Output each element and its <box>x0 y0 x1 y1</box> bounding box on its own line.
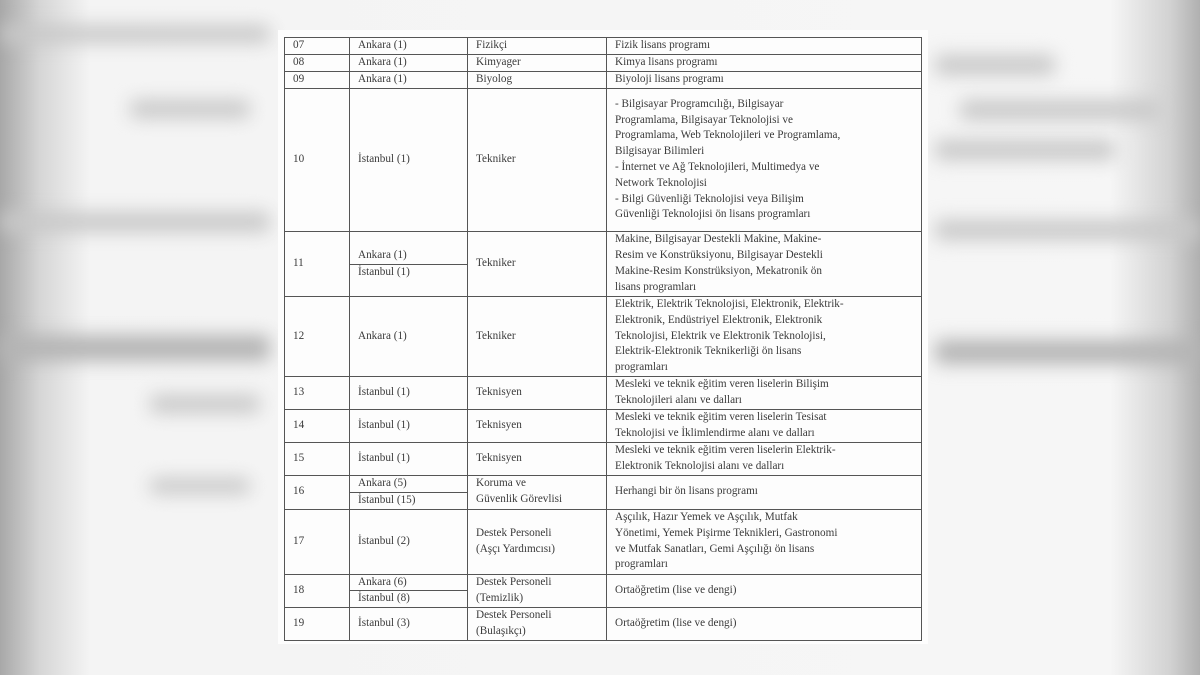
qualification-cell <box>607 409 922 442</box>
qualification-cell <box>607 475 922 509</box>
table-row <box>285 475 922 509</box>
blur-band <box>935 55 1055 75</box>
qualification-line: Programlama, Web Teknolojileri ve Programlama, <box>615 129 841 142</box>
location-quota: İstanbul (8) <box>350 590 467 607</box>
qualification-line: lisans programları <box>615 280 697 293</box>
blur-band <box>935 140 1115 160</box>
job-title-line: Koruma ve <box>476 477 527 490</box>
job-title-line: (Bulaşıkçı) <box>476 625 526 638</box>
title-cell <box>468 509 607 574</box>
qualification-cell <box>607 89 922 232</box>
qualification-line: Programlama, Bilgisayar Teknolojisi ve <box>615 113 793 126</box>
location-quota: Ankara (1) <box>358 39 407 52</box>
qualification-cell <box>607 72 922 89</box>
title-cell <box>468 442 607 475</box>
job-title-line: Tekniker <box>476 153 516 166</box>
location-cell <box>350 297 468 377</box>
position-number: 19 <box>293 617 305 630</box>
job-title-line: Destek Personeli <box>476 609 552 622</box>
blur-band <box>150 478 250 494</box>
location-quota: Ankara (1) <box>358 73 407 86</box>
table-row <box>285 608 922 641</box>
title-cell <box>468 55 607 72</box>
table-row <box>285 376 922 409</box>
qualification-cell <box>607 38 922 55</box>
qualification-cell <box>607 297 922 377</box>
job-title-line: Tekniker <box>476 257 516 270</box>
location-cell <box>350 608 468 641</box>
location-quota: İstanbul (15) <box>350 492 467 509</box>
location-cell <box>350 89 468 232</box>
location-quota: Ankara (5) <box>358 476 407 489</box>
qualification-line: Yönetimi, Yemek Pişirme Teknikleri, Gastronomi <box>615 526 838 539</box>
location-quota: İstanbul (1) <box>350 264 467 281</box>
qualification-line: Aşçılık, Hazır Yemek ve Aşçılık, Mutfak <box>615 510 798 523</box>
job-title-line: Destek Personeli <box>476 576 552 589</box>
table-row <box>285 409 922 442</box>
job-title-line: (Temizlik) <box>476 591 524 604</box>
qualification-cell <box>607 232 922 297</box>
position-number-cell <box>285 89 350 232</box>
qualification-line: Mesleki ve teknik eğitim veren liselerin Bilişim <box>615 378 829 391</box>
position-number: 12 <box>293 329 305 342</box>
qualification-line: Makine-Resim Konstrüksiyon, Mekatronik ön <box>615 265 822 277</box>
location-cell <box>350 409 468 442</box>
qualification-line: Elektronik Teknolojisi alanı ve dalları <box>615 459 785 472</box>
qualification-cell <box>607 608 922 641</box>
job-title-line: Teknisyen <box>476 419 522 432</box>
qualification-line: Teknolojileri alanı ve dalları <box>615 393 742 406</box>
position-number: 17 <box>293 534 305 547</box>
location-cell <box>350 232 468 297</box>
job-title-line: Teknisyen <box>476 452 522 465</box>
blur-band <box>935 340 1200 364</box>
qualification-line: - İnternet ve Ağ Teknolojileri, Multimedya ve <box>615 161 820 173</box>
location-quota: İstanbul (1) <box>358 419 410 432</box>
location-quota: Ankara (1) <box>358 56 407 69</box>
location-quota: İstanbul (1) <box>358 386 410 399</box>
positions-table <box>284 37 922 641</box>
qualification-line: programları <box>615 361 668 374</box>
title-cell <box>468 475 607 509</box>
job-title-line: Kimyager <box>476 56 521 69</box>
qualification-line: programları <box>615 558 668 571</box>
job-title-line: (Aşçı Yardımcısı) <box>476 542 555 555</box>
blur-band <box>0 212 270 232</box>
location-quota: İstanbul (3) <box>358 617 410 630</box>
position-number-cell <box>285 608 350 641</box>
position-number: 14 <box>293 419 305 432</box>
blur-band <box>960 100 1160 120</box>
title-cell <box>468 38 607 55</box>
position-number-cell <box>285 376 350 409</box>
qualification-cell <box>607 55 922 72</box>
title-cell <box>468 89 607 232</box>
location-quota: Ankara (1) <box>358 248 407 261</box>
job-title-line: Fizikçi <box>476 39 508 52</box>
job-title-line: Biyolog <box>476 73 513 86</box>
table-row <box>285 574 922 608</box>
position-number: 15 <box>293 452 305 465</box>
qualification-line: Kimya lisans programı <box>615 56 718 69</box>
job-title-line: Teknisyen <box>476 386 522 399</box>
qualification-line: Teknolojisi, Elektrik ve Elektronik Teknolojisi, <box>615 329 826 342</box>
location-cell <box>350 376 468 409</box>
position-number-cell <box>285 409 350 442</box>
location-quota: Ankara (6) <box>358 575 407 588</box>
position-number: 18 <box>293 583 305 596</box>
position-number: 09 <box>293 73 305 86</box>
table-row <box>285 72 922 89</box>
position-number-cell <box>285 72 350 89</box>
table-row <box>285 89 922 232</box>
location-cell <box>350 509 468 574</box>
job-title-line: Destek Personeli <box>476 526 552 539</box>
qualification-cell <box>607 376 922 409</box>
blur-band <box>0 25 270 43</box>
location-cell <box>350 574 468 608</box>
qualification-line: Makine, Bilgisayar Destekli Makine, Makine- <box>615 233 822 246</box>
location-quota: İstanbul (1) <box>358 153 410 166</box>
qualification-line: Resim ve Konstrüksiyonu, Bilgisayar Destekli <box>615 249 823 262</box>
qualification-line: - Bilgi Güvenliği Teknolojisi veya Bilişim <box>615 192 804 205</box>
location-cell <box>350 72 468 89</box>
table-row <box>285 297 922 377</box>
table-row <box>285 232 922 297</box>
qualification-line: Elektronik, Endüstriyel Elektronik, Elektronik <box>615 313 823 326</box>
location-cell <box>350 475 468 509</box>
location-quota: İstanbul (1) <box>358 452 410 465</box>
title-cell <box>468 297 607 377</box>
position-number: 11 <box>293 257 304 270</box>
position-number: 13 <box>293 386 305 399</box>
table-row <box>285 38 922 55</box>
qualification-line: Network Teknolojisi <box>615 176 707 189</box>
title-cell <box>468 232 607 297</box>
job-title-line: Güvenlik Görevlisi <box>476 493 563 506</box>
title-cell <box>468 72 607 89</box>
qualification-cell <box>607 574 922 608</box>
qualification-line: Bilgisayar Bilimleri <box>615 145 705 158</box>
location-quota: Ankara (1) <box>358 329 407 342</box>
qualification-line: Mesleki ve teknik eğitim veren liselerin Elektrik- <box>615 444 836 457</box>
qualification-line: Elektrik-Elektronik Teknikerliği ön lisans <box>615 345 802 358</box>
position-number-cell <box>285 38 350 55</box>
position-number: 07 <box>293 39 305 52</box>
position-number: 16 <box>293 485 305 498</box>
position-number-cell <box>285 475 350 509</box>
position-number-cell <box>285 297 350 377</box>
qualification-line: Güvenliği Teknolojisi ön lisans programları <box>615 208 811 221</box>
qualification-line: Mesleki ve teknik eğitim veren liselerin Tesisat <box>615 411 827 424</box>
qualification-line: Ortaöğretim (lise ve dengi) <box>615 583 737 596</box>
position-number: 08 <box>293 56 305 69</box>
location-cell <box>350 442 468 475</box>
location-quota: İstanbul (2) <box>358 534 410 547</box>
title-cell <box>468 608 607 641</box>
blur-band <box>935 220 1200 240</box>
title-cell <box>468 376 607 409</box>
position-number-cell <box>285 442 350 475</box>
qualification-line: Elektrik, Elektrik Teknolojisi, Elektronik, Elektrik- <box>615 298 844 310</box>
qualification-line: Teknolojisi ve İklimlendirme alanı ve dalları <box>615 426 815 439</box>
qualification-line: Biyoloji lisans programı <box>615 73 724 86</box>
position-number-cell <box>285 574 350 608</box>
position-number-cell <box>285 55 350 72</box>
table-row <box>285 509 922 574</box>
location-cell <box>350 55 468 72</box>
position-number-cell <box>285 509 350 574</box>
blur-band <box>150 395 260 413</box>
table-row <box>285 55 922 72</box>
title-cell <box>468 409 607 442</box>
job-title-line: Tekniker <box>476 329 516 342</box>
blur-band <box>130 100 250 118</box>
position-number: 10 <box>293 153 305 166</box>
location-cell <box>350 38 468 55</box>
position-number-cell <box>285 232 350 297</box>
qualification-cell <box>607 442 922 475</box>
qualification-cell <box>607 509 922 574</box>
qualification-line: Ortaöğretim (lise ve dengi) <box>615 617 737 630</box>
blur-band <box>0 335 270 361</box>
qualification-line: - Bilgisayar Programcılığı, Bilgisayar <box>615 97 784 110</box>
title-cell <box>468 574 607 608</box>
qualification-line: ve Mutfak Sanatları, Gemi Aşçılığı ön lisans <box>615 542 815 555</box>
qualification-line: Fizik lisans programı <box>615 39 711 52</box>
qualification-line: Herhangi bir ön lisans programı <box>615 485 758 498</box>
table-row <box>285 442 922 475</box>
